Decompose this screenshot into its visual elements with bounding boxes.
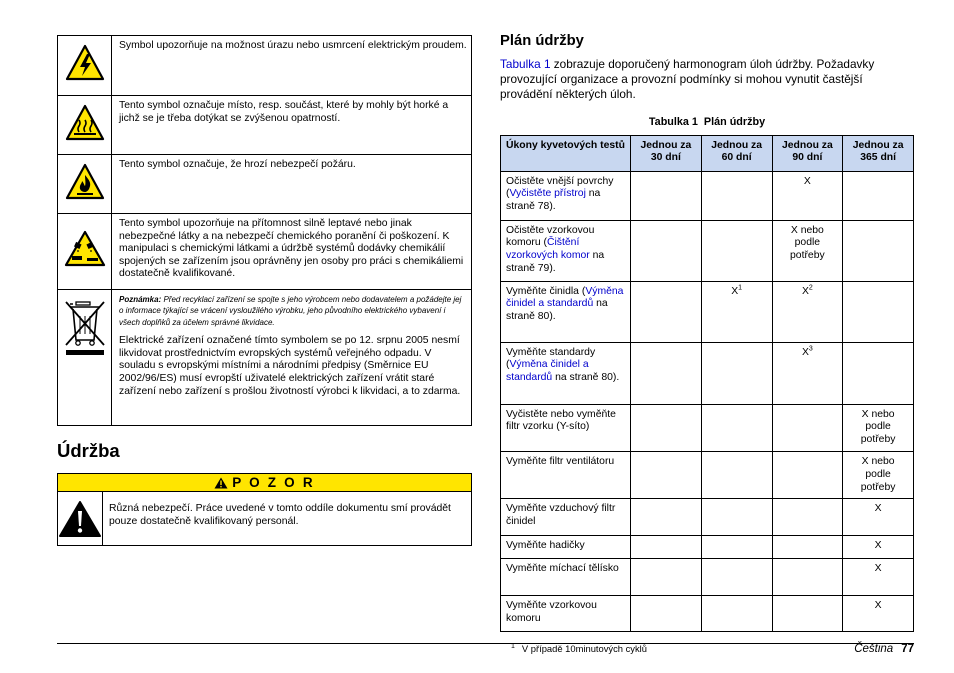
interval-cell-30 xyxy=(631,220,702,281)
section-title-maintenance: Údržba xyxy=(57,440,120,461)
caution-box xyxy=(57,473,472,546)
table-row xyxy=(501,536,914,559)
interval-cell-365 xyxy=(843,404,914,451)
electrical-hazard-icon xyxy=(58,36,112,96)
interval-cell-60 xyxy=(701,404,772,451)
interval-cell-90 xyxy=(772,171,843,220)
interval-value: X xyxy=(731,285,739,297)
task-link[interactable]: Vyčistěte přístroj xyxy=(509,188,586,200)
interval-cell-60 xyxy=(701,220,772,281)
interval-cell-90 xyxy=(772,559,843,596)
interval-cell-90 xyxy=(772,536,843,559)
interval-value: X xyxy=(874,600,882,612)
interval-cell-60 xyxy=(701,499,772,536)
weee-note xyxy=(119,294,467,328)
task-cell: Vyčistěte nebo vyměňte filtr vzorku (Y-síto) xyxy=(501,404,631,451)
footnote-text: V případě 10minutových cyklů xyxy=(521,643,647,655)
task-cell: Vyměňte hadičky xyxy=(501,536,631,559)
interval-cell-365 xyxy=(843,220,914,281)
interval-cell-30 xyxy=(631,452,702,499)
header-60-days: Jednou za 60 dní xyxy=(701,135,772,171)
table-row xyxy=(501,281,914,342)
interval-value: X xyxy=(801,285,809,297)
interval-value: X xyxy=(874,540,882,552)
interval-cell-60 xyxy=(701,171,772,220)
interval-cell-365 xyxy=(843,342,914,404)
interval-cell-90 xyxy=(772,220,843,281)
footnote-mark: 1 xyxy=(511,643,515,651)
task-text: Očistěte vnější povrchy ( xyxy=(506,175,614,200)
footer-rule xyxy=(57,643,914,644)
symbol-description: Symbol upozorňuje na možnost úrazu nebo usmrcení elektrickým proudem. xyxy=(112,36,472,96)
interval-cell-90 xyxy=(772,281,843,342)
interval-value: X xyxy=(801,346,809,358)
interval-cell-365 xyxy=(843,452,914,499)
header-30-days: Jednou za 30 dní xyxy=(631,135,702,171)
task-cell: Vyměňte vzduchový filtr činidel xyxy=(501,499,631,536)
interval-cell-30 xyxy=(631,536,702,559)
interval-cell-365 xyxy=(843,536,914,559)
interval-cell-90 xyxy=(772,342,843,404)
interval-cell-30 xyxy=(631,171,702,220)
interval-cell-60 xyxy=(701,452,772,499)
footer-language: Čeština xyxy=(854,643,894,655)
note-label: Poznámka: xyxy=(119,295,162,304)
interval-value: X xyxy=(874,563,882,575)
task-cell xyxy=(501,342,631,404)
caution-title: P O Z O R xyxy=(232,475,315,490)
table-row xyxy=(501,342,914,404)
task-cell: Vyměňte vzorkovou komoru xyxy=(501,596,631,632)
interval-cell-60 xyxy=(701,559,772,596)
table-row xyxy=(501,171,914,220)
interval-cell-365 xyxy=(843,281,914,342)
caption-title: Plán údržby xyxy=(703,115,766,128)
table-row xyxy=(501,596,914,632)
footnote-ref: 3 xyxy=(808,345,813,353)
weee-row xyxy=(58,290,472,426)
task-link[interactable]: Výměna činidel a standardů xyxy=(506,285,624,310)
footer xyxy=(854,643,914,655)
symbol-description: Tento symbol upozorňuje na přítomnost silně leptavé nebo jinak nebezpečné látky a na nebezpečí chemického poranění či poškození. K manipulaci s chemickými látkami a údržbě systémů dodávky chemikálií spojených se zařízením jsou oprávněny jen osoby pro práci s chemikáliemi dostatečně kvalifikované. xyxy=(112,214,472,290)
table-row xyxy=(501,220,914,281)
interval-cell-90 xyxy=(772,596,843,632)
crossed-out-bin-icon xyxy=(58,290,112,426)
interval-cell-30 xyxy=(631,499,702,536)
task-page-ref: na straně 78). xyxy=(506,188,601,213)
maintenance-plan-table xyxy=(500,135,914,633)
task-page-ref: na straně 80). xyxy=(506,298,608,323)
interval-cell-30 xyxy=(631,559,702,596)
left-column xyxy=(57,35,472,546)
caption-label: Tabulka 1 xyxy=(648,115,698,128)
header-90-days: Jednou za 90 dní xyxy=(772,135,843,171)
interval-value: X xyxy=(803,175,811,187)
interval-cell-30 xyxy=(631,404,702,451)
task-cell: Vyměňte filtr ventilátoru xyxy=(501,452,631,499)
hot-surface-icon xyxy=(58,96,112,155)
symbol-row xyxy=(58,36,472,96)
task-link[interactable]: Čištění vzorkových komor xyxy=(506,237,590,262)
interval-cell-365 xyxy=(843,171,914,220)
symbol-description: Tento symbol označuje, že hrozí nebezpečí požáru. xyxy=(112,155,472,214)
interval-cell-30 xyxy=(631,281,702,342)
table-row xyxy=(501,559,914,596)
right-column xyxy=(500,33,914,655)
interval-value: X nebo podle potřeby xyxy=(860,408,896,446)
table-row xyxy=(501,499,914,536)
interval-cell-90 xyxy=(772,404,843,451)
symbol-row xyxy=(58,96,472,155)
interval-cell-365 xyxy=(843,559,914,596)
table-row xyxy=(501,404,914,451)
task-cell: Vyměňte míchací tělísko xyxy=(501,559,631,596)
interval-cell-365 xyxy=(843,596,914,632)
header-365-days: Jednou za 365 dní xyxy=(843,135,914,171)
warning-triangle-icon xyxy=(58,492,103,545)
table-row xyxy=(501,452,914,499)
plan-intro-text: zobrazuje doporučený harmonogram úloh údržby. Požadavky provozující organizace a provozní podmínky si mohou vynutit častější provádění některých úloh. xyxy=(500,57,875,102)
corrosive-hazard-icon xyxy=(58,214,112,290)
table-caption xyxy=(500,116,914,128)
caution-text: Různá nebezpečí. Práce uvedené v tomto oddíle dokumentu smí provádět pouze dostatečně kvalifikovaný personál. xyxy=(109,503,451,527)
weee-description xyxy=(112,290,472,426)
task-page-ref: na straně 79). xyxy=(506,250,605,274)
table-reference-link[interactable]: Tabulka 1 xyxy=(500,57,551,71)
interval-cell-30 xyxy=(631,342,702,404)
caution-header xyxy=(58,474,471,492)
interval-value: X nebo podle potřeby xyxy=(860,456,896,493)
interval-cell-30 xyxy=(631,596,702,632)
footnote-ref: 1 xyxy=(738,284,743,292)
interval-cell-365 xyxy=(843,499,914,536)
plan-intro xyxy=(500,57,914,103)
interval-cell-60 xyxy=(701,342,772,404)
symbol-row xyxy=(58,155,472,214)
interval-cell-60 xyxy=(701,536,772,559)
interval-cell-90 xyxy=(772,499,843,536)
page-number: 77 xyxy=(901,643,914,655)
task-cell xyxy=(501,281,631,342)
caution-body xyxy=(58,492,471,545)
interval-cell-90 xyxy=(772,452,843,499)
weee-text: Elektrické zařízení označené tímto symbolem se po 12. srpnu 2005 nesmí likvidovat prostřednictvím evropských systémů veřejného odpadu. V souladu s evropskými místními a národními předpisy (Směrnice EU 2002/96/ES) musí evropští uživatelé elektrických zařízení vrátit staré zařízení nebo zařízení s prošlou životností výrobci k likvidaci, a to zdarma. xyxy=(119,335,461,397)
table-body xyxy=(501,171,914,632)
interval-cell-60 xyxy=(701,596,772,632)
footnote-ref: 2 xyxy=(808,284,813,292)
task-text: Vyměňte činidla ( xyxy=(506,285,586,297)
interval-cell-60 xyxy=(701,281,772,342)
task-page-ref: na straně 80). xyxy=(552,372,620,384)
task-link[interactable]: Výměna činidel a standardů xyxy=(506,359,589,384)
safety-symbols-table xyxy=(57,35,472,426)
table-header-row xyxy=(501,135,914,171)
task-cell xyxy=(501,220,631,281)
task-cell xyxy=(501,171,631,220)
task-text: Vyměňte standardy ( xyxy=(506,346,596,371)
fire-hazard-icon xyxy=(58,155,112,214)
interval-value: X xyxy=(874,503,882,515)
task-text: Očistěte vzorkovou komoru ( xyxy=(506,224,595,249)
interval-value: X nebo podle potřeby xyxy=(790,224,825,262)
plan-title: Plán údržby xyxy=(500,33,584,49)
warning-triangle-icon xyxy=(214,477,228,489)
header-task: Úkony kyvetových testů xyxy=(501,135,631,171)
note-text: Před recyklací zařízení se spojte s jeho výrobcem nebo dodavatelem a požádejte jej o informace týkající se vrácení vysloužilého výrobku, jeho původního elektrického vybavení i všech doplňků za účelem správné likvidace. xyxy=(119,295,462,327)
symbol-description: Tento symbol označuje místo, resp. součást, které by mohly být horké a jichž se je třeba dotýkat se zvýšenou opatrností. xyxy=(112,96,472,155)
symbol-row xyxy=(58,214,472,290)
